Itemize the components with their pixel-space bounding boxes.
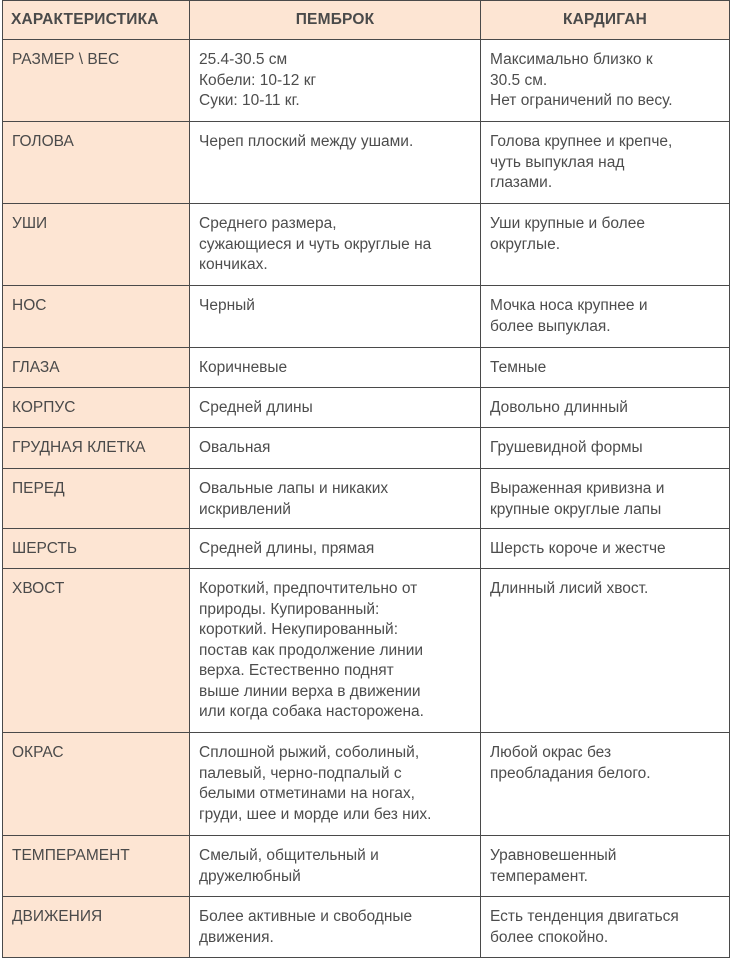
cell-line: более спокойно. — [490, 928, 609, 946]
cell-pembroke — [190, 428, 481, 469]
cell-line: 25.4-30.5 см — [199, 51, 288, 68]
cell-line: Суки: 10-11 кг. — [199, 92, 300, 109]
cell-line: преобладания белого. — [490, 764, 651, 782]
table-row — [3, 286, 730, 348]
cell-cardigan — [481, 388, 730, 428]
cell-line: Выраженная кривизна и — [490, 480, 665, 497]
cell-pembroke — [190, 836, 481, 897]
cell-line: Черный — [199, 297, 255, 314]
cell-cardigan — [481, 569, 730, 733]
cell-line: Максимально близко к — [490, 51, 653, 68]
table-row — [3, 469, 730, 529]
cell-cardigan — [481, 529, 730, 569]
cell-line: чуть выпуклая над — [490, 153, 625, 171]
cell-line: груди, шее и морде или без них. — [199, 805, 432, 823]
table-row — [3, 569, 730, 733]
cell-line: Коричневые — [199, 359, 288, 376]
table-row — [3, 733, 730, 836]
cell-line: дружелюбный — [199, 867, 301, 885]
cell-line: Овальные лапы и никаких — [199, 480, 389, 497]
cell-line: Любой окрас без — [490, 744, 612, 761]
cell-pembroke — [190, 897, 481, 958]
cell-line: постав как продолжение линии — [199, 641, 424, 659]
table-row — [3, 348, 730, 388]
row-label: ТЕМПЕРАМЕНТ — [3, 836, 190, 897]
cell-cardigan — [481, 733, 730, 836]
table-row — [3, 388, 730, 428]
cell-line: сужающиеся и чуть округлые на — [199, 235, 432, 253]
row-label: РАЗМЕР \ ВЕС — [3, 40, 190, 122]
cell-line: Уши крупные и более — [490, 215, 645, 232]
header-characteristic: ХАРАКТЕРИСТИКА — [3, 1, 190, 40]
cell-pembroke — [190, 286, 481, 348]
row-label: КОРПУС — [3, 388, 190, 428]
table-row — [3, 204, 730, 286]
cell-pembroke — [190, 122, 481, 204]
cell-line: Сплошной рыжий, соболиный, — [199, 744, 420, 761]
cell-line: Череп плоский между ушами. — [199, 133, 414, 150]
row-label: ДВИЖЕНИЯ — [3, 897, 190, 958]
cell-pembroke — [190, 40, 481, 122]
cell-pembroke — [190, 348, 481, 388]
cell-line: более выпуклая. — [490, 317, 611, 335]
cell-line: искривлений — [199, 500, 291, 518]
cell-line: или когда собака насторожена. — [199, 703, 424, 720]
cell-line: Овальная — [199, 439, 271, 456]
cell-line: палевый, черно-подпалый с — [199, 764, 402, 782]
cell-line: Темные — [490, 359, 547, 376]
cell-line: глазами. — [490, 174, 553, 191]
row-label: ХВОСТ — [3, 569, 190, 733]
cell-line: Смелый, общительный и — [199, 847, 379, 864]
cell-line: Есть тенденция двигаться — [490, 908, 679, 925]
cell-line: Длинный лисий хвост. — [490, 580, 649, 597]
row-label: НОС — [3, 286, 190, 348]
cell-pembroke — [190, 529, 481, 569]
cell-line: кончиках. — [199, 256, 268, 273]
cell-line: Среднего размера, — [199, 215, 337, 232]
cell-line: Средней длины — [199, 399, 313, 416]
cell-line: Грушевидной формы — [490, 439, 643, 456]
cell-line: Довольно длинный — [490, 399, 628, 416]
cell-line: движения. — [199, 928, 274, 946]
cell-cardigan — [481, 836, 730, 897]
cell-line: природы. Купированный: — [199, 600, 380, 618]
table-row — [3, 836, 730, 897]
table-row — [3, 897, 730, 958]
cell-line: Голова крупнее и крепче, — [490, 133, 673, 150]
cell-pembroke — [190, 388, 481, 428]
cell-pembroke — [190, 204, 481, 286]
cell-line: Мочка носа крупнее и — [490, 297, 648, 314]
table-body — [3, 40, 730, 958]
table-row — [3, 122, 730, 204]
row-label: ГРУДНАЯ КЛЕТКА — [3, 428, 190, 469]
cell-line: короткий. Некупированный: — [199, 621, 399, 638]
cell-cardigan — [481, 897, 730, 958]
header-cardigan: КАРДИГАН — [481, 1, 730, 40]
cell-line: Уравновешенный — [490, 847, 617, 864]
cell-line: темперамент. — [490, 867, 588, 885]
row-label: УШИ — [3, 204, 190, 286]
cell-line: Нет ограничений по весу. — [490, 92, 673, 109]
cell-line: Короткий, предпочтительно от — [199, 580, 418, 597]
cell-line: верха. Естественно поднят — [199, 662, 394, 679]
cell-cardigan — [481, 469, 730, 529]
table-header — [3, 1, 730, 40]
cell-pembroke — [190, 733, 481, 836]
cell-cardigan — [481, 122, 730, 204]
cell-pembroke — [190, 469, 481, 529]
row-label: ПЕРЕД — [3, 469, 190, 529]
header-row — [3, 1, 730, 40]
cell-line: 30.5 см. — [490, 71, 548, 89]
cell-cardigan — [481, 204, 730, 286]
comparison-table — [2, 0, 730, 958]
cell-line: Кобели: 10-12 кг — [199, 71, 317, 89]
cell-cardigan — [481, 428, 730, 469]
row-label: ШЕРСТЬ — [3, 529, 190, 569]
cell-cardigan — [481, 348, 730, 388]
row-label: ГОЛОВА — [3, 122, 190, 204]
cell-pembroke — [190, 569, 481, 733]
header-pembroke: ПЕМБРОК — [190, 1, 481, 40]
row-label: ГЛАЗА — [3, 348, 190, 388]
cell-line: Более активные и свободные — [199, 908, 413, 925]
cell-cardigan — [481, 40, 730, 122]
cell-line: Средней длины, прямая — [199, 540, 375, 557]
table-row — [3, 428, 730, 469]
cell-line: округлые. — [490, 235, 561, 253]
table-row — [3, 40, 730, 122]
cell-line: Шерсть короче и жестче — [490, 540, 666, 557]
row-label: ОКРАС — [3, 733, 190, 836]
cell-line: белыми отметинами на ногах, — [199, 785, 415, 802]
table-row — [3, 529, 730, 569]
cell-cardigan — [481, 286, 730, 348]
cell-line: крупные округлые лапы — [490, 500, 662, 518]
cell-line: выше линии верха в движении — [199, 682, 421, 700]
